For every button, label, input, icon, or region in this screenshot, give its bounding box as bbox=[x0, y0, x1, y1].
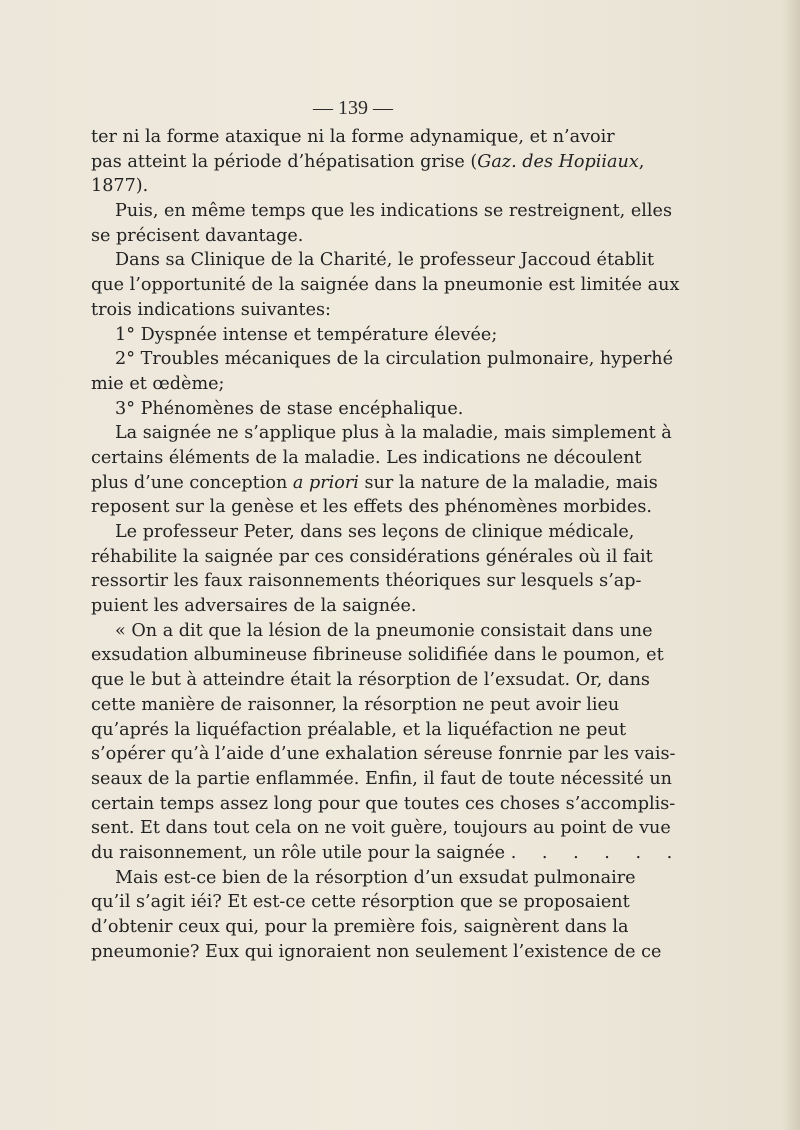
paragraph bbox=[91, 323, 597, 348]
text-line: s’opérer qu’à l’aide d’une exhalation séreuse fonrnie par les vais- bbox=[91, 744, 676, 765]
paragraph bbox=[91, 248, 680, 322]
text-segment: du raisonnement, un rôle utile pour la saignée bbox=[91, 842, 511, 863]
text-line: certains éléments de la maladie. Les indications ne découlent bbox=[91, 447, 642, 468]
paragraph bbox=[91, 199, 672, 248]
text-line: qu’aprés la liquéfaction préalable, et la liquéfaction ne peut bbox=[91, 719, 627, 740]
text-line: 1877). bbox=[91, 176, 149, 197]
text-line: 1° Dyspnée intense et température élevée; bbox=[115, 324, 498, 345]
text-segment: , bbox=[638, 151, 645, 172]
text-line: Mais est-ce bien de la résorption d’un exsudat pulmonaire bbox=[115, 867, 636, 888]
text-line: mie et œdème; bbox=[91, 373, 225, 394]
text-line: Dans sa Clinique de la Charité, le professeur Jaccoud établit bbox=[115, 250, 655, 271]
text-line: qu’il s’agit iéi? Et est-ce cette résorption que se proposaient bbox=[91, 892, 630, 913]
italic-text: a priori bbox=[292, 472, 359, 493]
italic-text: Gaz. des Hopiiaux bbox=[477, 151, 639, 172]
ellipsis: . . . . . . bbox=[510, 842, 683, 863]
text-segment: plus d’une conception bbox=[91, 472, 293, 493]
paragraph bbox=[91, 520, 653, 619]
text-segment: sur la nature de la maladie, mais bbox=[358, 472, 658, 493]
text-line: pneumonie? Eux qui ignoraient non seulement l’existence de ce bbox=[91, 941, 662, 962]
paragraph bbox=[91, 397, 597, 422]
text-line: se précisent davantage. bbox=[91, 225, 304, 246]
text-segment: pas atteint la période d’hépatisation grise ( bbox=[91, 151, 478, 172]
text-line: Puis, en même temps que les indications se restreignent, elles bbox=[115, 201, 672, 222]
text-line: La saignée ne s’applique plus à la maladie, mais simplement à bbox=[115, 423, 672, 444]
text-line: d’obtenir ceux qui, pour la première fois, saignèrent dans la bbox=[91, 917, 629, 937]
text-line: « On a dit que la lésion de la pneumonie consistait dans une bbox=[115, 620, 653, 641]
text-line: réhabilite la saignée par ces considérations générales où il fait bbox=[91, 546, 653, 567]
text-line: cette manière de raisonner, la résorption ne peut avoir lieu bbox=[91, 694, 620, 715]
text-line: exsudation albumineuse fibrineuse solidifiée dans le poumon, et bbox=[91, 645, 664, 666]
paragraph bbox=[91, 619, 683, 866]
text-line: seaux de la partie enflammée. Enfin, il faut de toute nécessité un bbox=[91, 768, 672, 789]
paragraph bbox=[91, 125, 645, 199]
text-line: puient les adversaires de la saignée. bbox=[91, 596, 417, 617]
text-line: que le but à atteindre était la résorption de l’exsudat. Or, dans bbox=[91, 670, 650, 691]
body-text bbox=[91, 125, 683, 964]
text-line: 2° Troubles mécaniques de la circulation pulmonaire, hyperhé bbox=[115, 349, 674, 370]
text-line: reposent sur la genèse et les effets des phénomènes morbides. bbox=[91, 497, 652, 518]
page-number: — 139 — bbox=[313, 97, 393, 119]
text-line bbox=[91, 841, 683, 866]
text-line bbox=[91, 471, 658, 496]
page-edge-shadow bbox=[782, 0, 800, 1130]
paragraph bbox=[91, 347, 674, 396]
text-line: certain temps assez long pour que toutes ces choses s’accomplis- bbox=[91, 793, 676, 814]
text-line: Le professeur Peter, dans ses leçons de clinique médicale, bbox=[115, 522, 635, 542]
paragraph bbox=[91, 866, 662, 965]
text-line bbox=[91, 150, 645, 175]
paragraph bbox=[91, 421, 672, 520]
text-line: sent. Et dans tout cela on ne voit guère, toujours au point de vue bbox=[91, 818, 671, 839]
text-line: que l’opportunité de la saignée dans la pneumonie est limitée aux bbox=[91, 275, 680, 296]
text-line: ressortir les faux raisonnements théoriques sur lesquels s’ap- bbox=[91, 571, 642, 592]
text-line: 3° Phénomènes de stase encéphalique. bbox=[115, 398, 464, 419]
text-line: ter ni la forme ataxique ni la forme adynamique, et n’avoir bbox=[91, 127, 615, 147]
text-line: trois indications suivantes: bbox=[91, 299, 331, 320]
